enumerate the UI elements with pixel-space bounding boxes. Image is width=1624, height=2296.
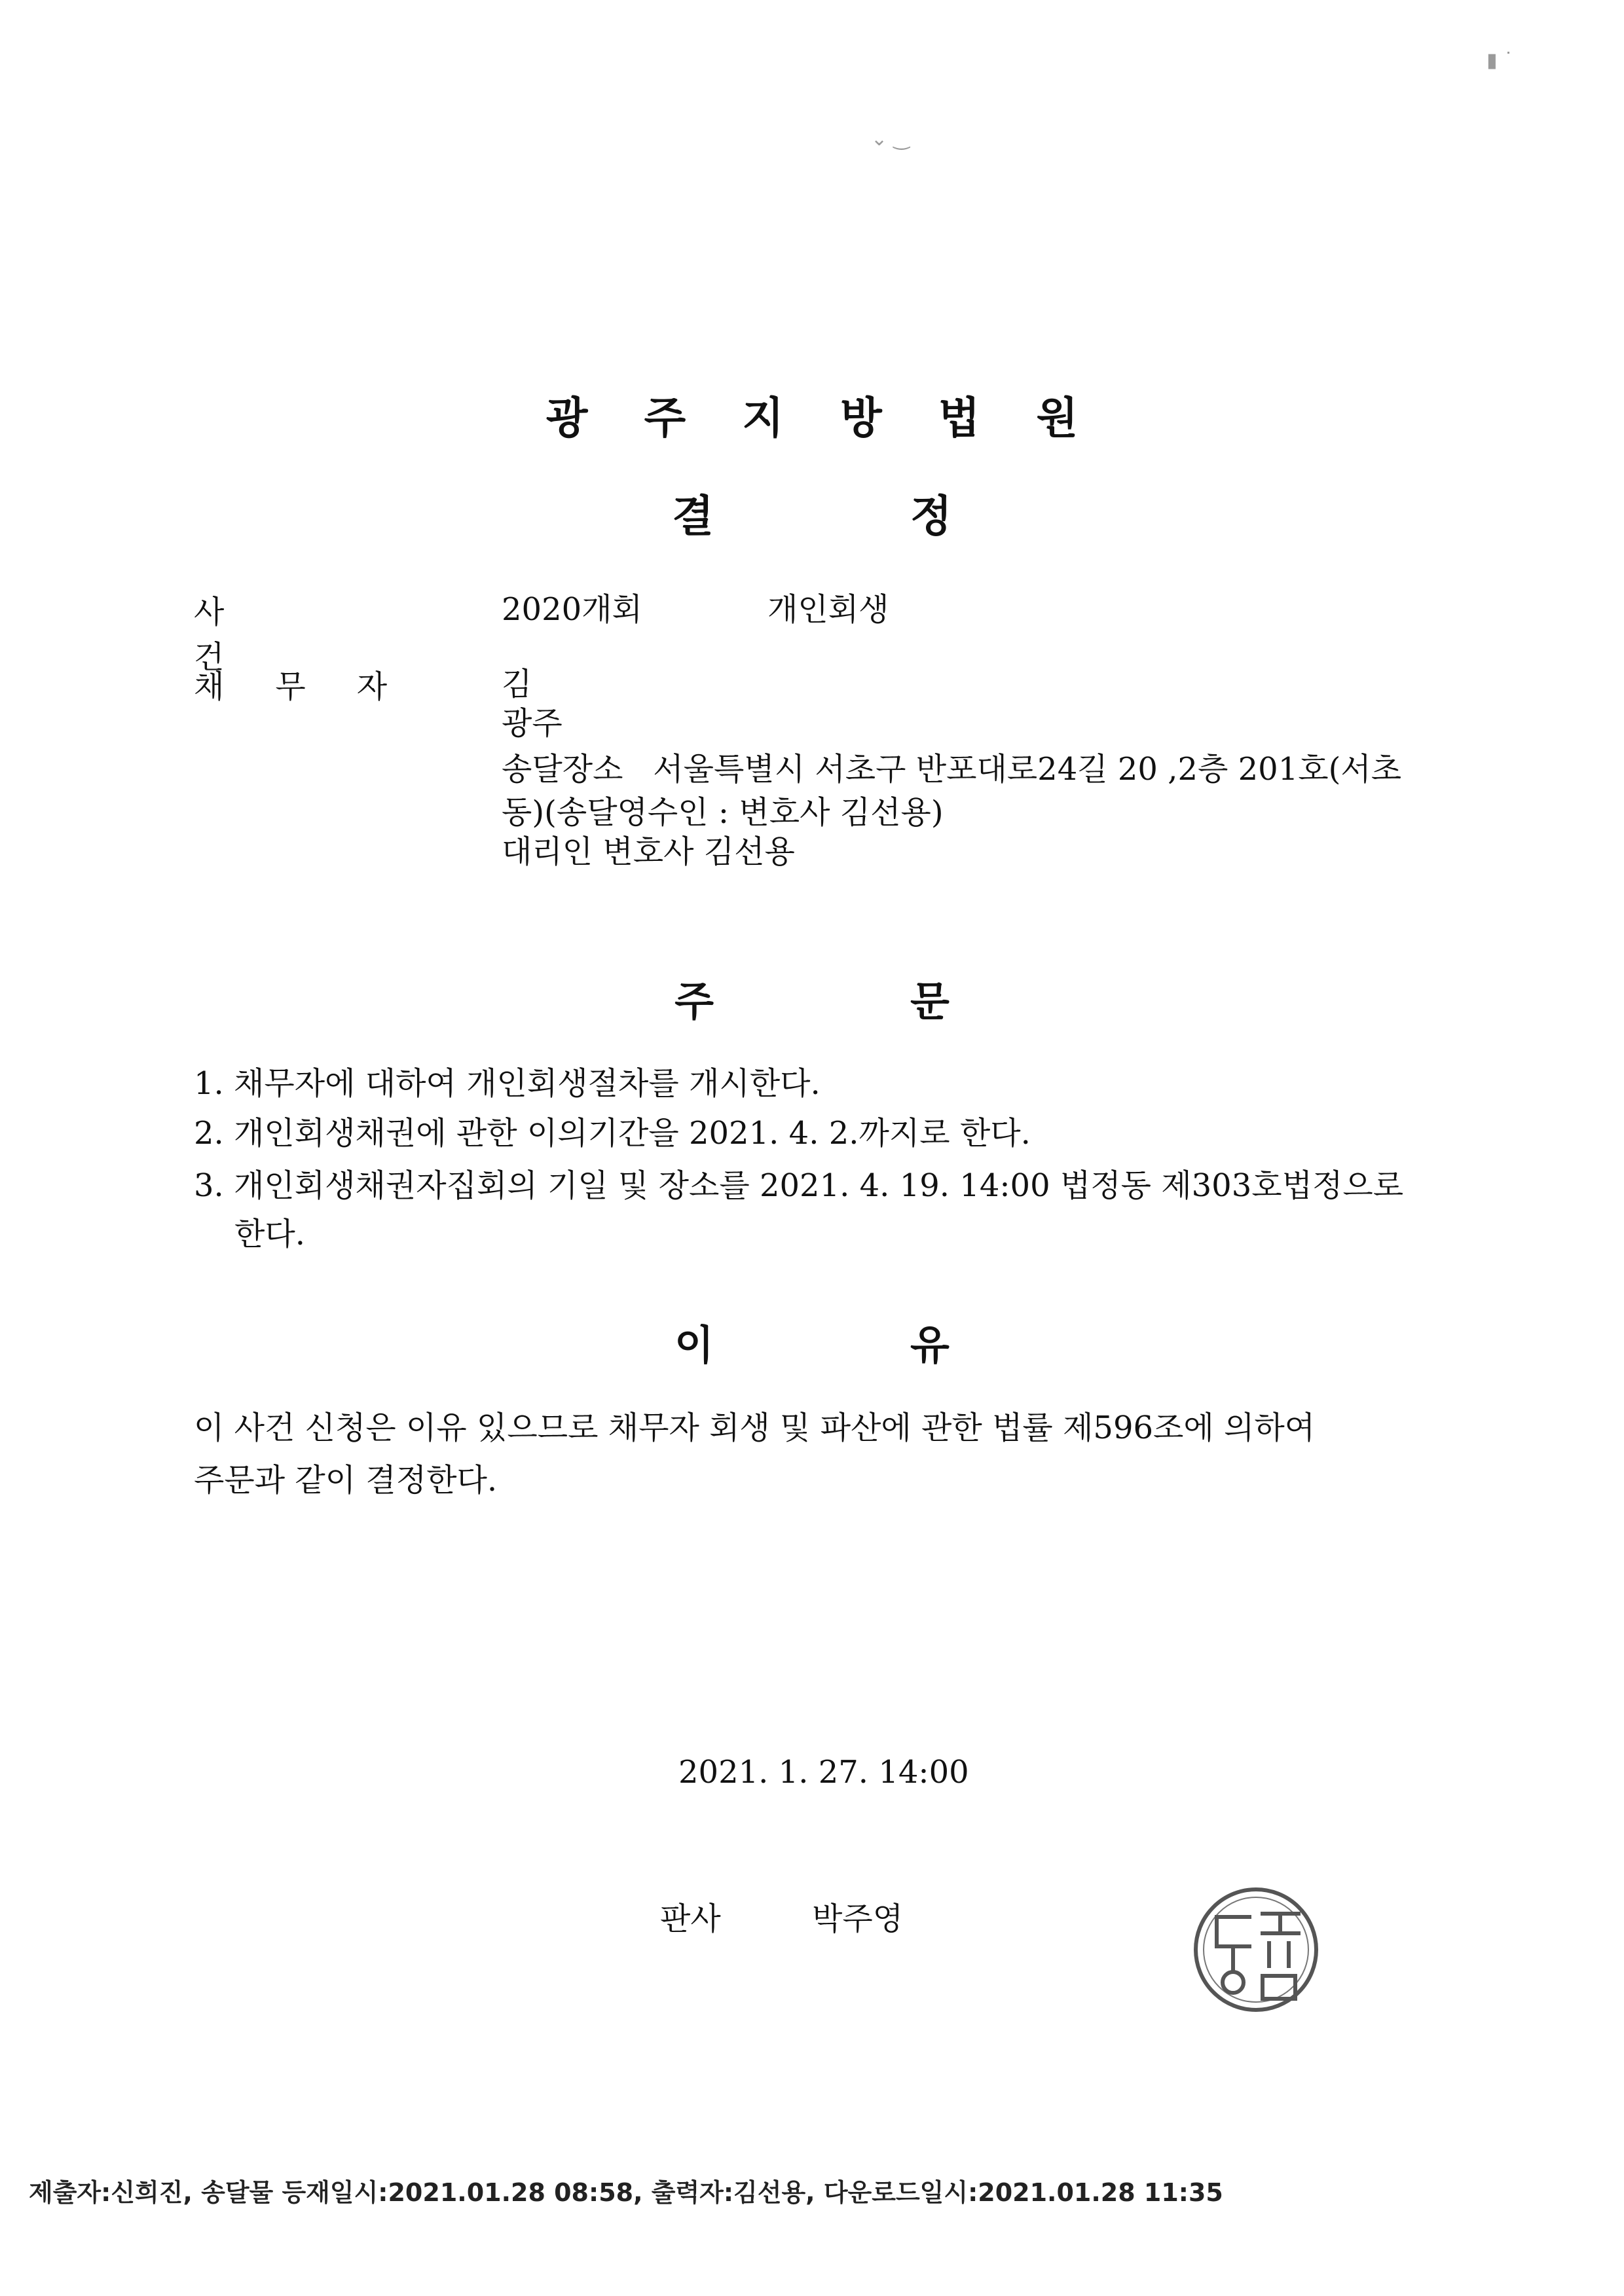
judge-name: 박주영	[812, 1901, 904, 1937]
service-address-line1: 송달장소 서울특별시 서초구 반포대로24길 20 ,2층 201호(서초	[502, 751, 1402, 788]
debtor-label: 채무자	[194, 668, 439, 705]
scan-mark: ▮ ˙	[1486, 49, 1514, 72]
decision-date: 2021. 1. 27. 14:00	[678, 1754, 969, 1791]
order-heading: 주문	[674, 977, 1146, 1025]
document-title: 결정	[672, 491, 1149, 541]
judge-label: 판사	[660, 1901, 721, 1937]
judge-seal	[1190, 1884, 1321, 2015]
reason-heading: 이유	[674, 1321, 1146, 1369]
debtor-address: 광주	[502, 705, 563, 742]
footer-submission-info: 제출자:신희진, 송달물 등재일시:2021.01.28 08:58, 출력자:김선용, 다운로드일시:2021.01.28 11:35	[29, 2178, 1223, 2207]
order-item: 1. 채무자에 대하여 개인회생절차를 개시한다.	[194, 1065, 821, 1102]
case-type: 개인회생	[767, 591, 889, 628]
order-item: 2. 개인회생채권에 관한 이의기간을 2021. 4. 2.까지로 한다.	[194, 1115, 1031, 1152]
case-label-text: 사건	[194, 594, 348, 676]
reason-text-line1: 이 사건 신청은 이유 있으므로 채무자 회생 및 파산에 관한 법률 제596조에 의하여	[194, 1410, 1316, 1446]
seal-glyphs	[1217, 1914, 1299, 1999]
reason-text-line2: 주문과 같이 결정한다.	[194, 1462, 498, 1499]
order-item: 한다.	[234, 1216, 305, 1252]
service-address-line2: 동)(송달영수인 : 변호사 김선용)	[502, 794, 944, 831]
court-name: 광주지방법원	[545, 393, 1135, 443]
case-number: 2020개회	[502, 591, 642, 628]
order-item: 3. 개인회생채권자집회의 기일 및 장소를 2021. 4. 19. 14:00 법정동 제303호법정으로	[194, 1167, 1404, 1204]
agent: 대리인 변호사 김선용	[502, 833, 795, 870]
debtor-name: 김	[502, 666, 532, 702]
scan-mark: ⌄ ‿	[871, 128, 910, 151]
seal-ring	[1196, 1889, 1316, 2010]
